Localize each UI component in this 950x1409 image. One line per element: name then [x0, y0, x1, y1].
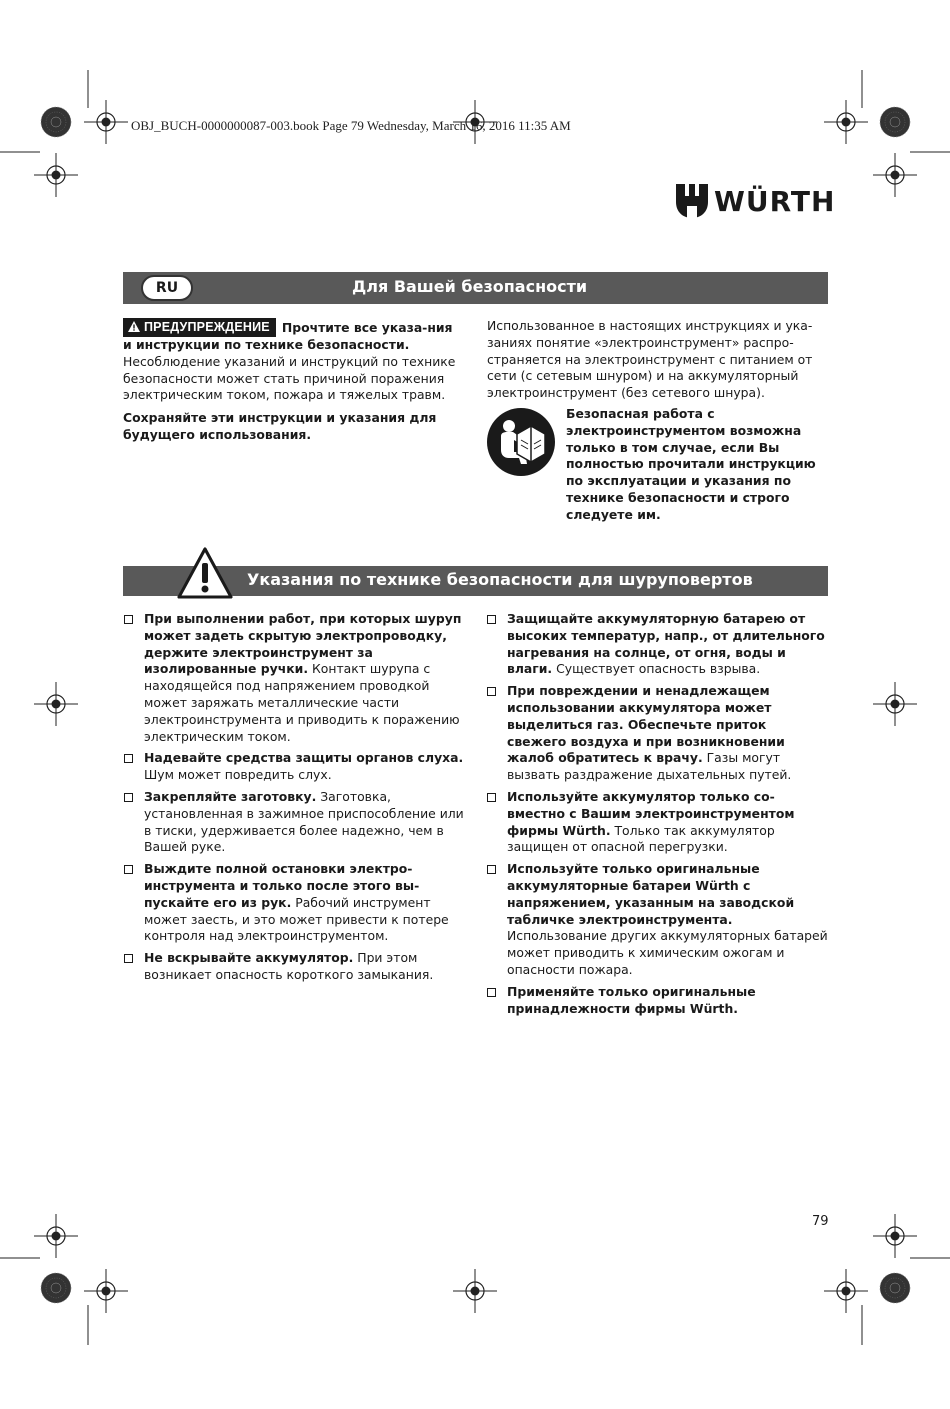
warning-badge	[123, 318, 276, 337]
item-bold: Защищайте аккумуляторную батарею от высоких температур, напр., от длительного нагревания на солнце, от огня, воды и влаги.	[507, 611, 825, 677]
safety-intro-left	[123, 318, 463, 444]
item-text: Использование других аккумуляторных батарей может приводить к химическим ожогам и опасности пожара.	[507, 928, 828, 977]
list-item	[486, 984, 828, 1018]
item-bold: Применяйте только оригинальные принадлежности фирмы Würth.	[507, 983, 756, 1016]
checkbox-bullet	[124, 615, 133, 624]
item-text: Только так аккумулятор защищен от опасной перегрузки.	[507, 822, 775, 855]
list-item	[486, 789, 828, 856]
item-text: Рабочий инструмент может заесть, и это может привести к потере контроля над электроинструментом.	[144, 894, 449, 944]
brand-name: WÜRTH	[714, 185, 836, 218]
checkbox-bullet	[124, 865, 133, 874]
warning-badge-label: ПРЕДУПРЕЖДЕНИЕ	[144, 320, 270, 334]
item-text: Шум может повредить слух.	[144, 767, 332, 783]
item-bold: Выждите полной остановки электро-инструмента и только после этого вы-пускайте его из рук.	[144, 861, 420, 910]
list-item	[486, 861, 828, 979]
list-item	[123, 950, 465, 984]
brand-logo	[676, 184, 835, 220]
checkbox-bullet	[487, 988, 496, 997]
section-header-safety	[123, 272, 828, 304]
print-header: OBJ_BUCH-0000000087-003.book Page 79 Wednesday, March 16, 2016 11:35 AM	[131, 118, 571, 133]
keep-instructions: Сохраняйте эти инструкции и указания для будущего использования.	[123, 410, 437, 442]
checkbox-bullet	[487, 687, 496, 696]
item-bold: Используйте аккумулятор только со-вместно с Вашим электроинструментом фирмы Würth.	[507, 788, 795, 838]
safety-intro-right	[487, 318, 827, 402]
item-text: Газы могут вызвать раздражение дыхательных путей.	[507, 750, 792, 783]
list-item	[123, 789, 465, 856]
item-bold: Надевайте средства защиты органов слуха.	[144, 750, 464, 766]
section-title: Указания по технике безопасности для шуруповертов	[247, 570, 753, 589]
item-bold: При повреждении и ненадлежащем использовании аккумулятора может выделиться газ. Обеспечьте приток свежего воздуха и при возникновении жалоб обратитесь к врачу.	[507, 683, 785, 766]
wuerth-logo-icon	[676, 184, 708, 220]
power-tool-definition: Использованное в настоящих инструкциях и ука-заниях понятие «электроинструмент» распро-страняется на электроинструмент с питанием от сети (с сетевым шнуром) и на аккумуляторный электроинструмент (без сетевого шнура).	[487, 318, 813, 401]
item-text: При этом возникает опасность короткого замыкания.	[144, 950, 434, 982]
checkbox-bullet	[487, 793, 496, 802]
list-item	[123, 611, 465, 745]
screwdriver-rules-right	[486, 611, 828, 1022]
item-bold: Не вскрывайте аккумулятор.	[144, 950, 354, 966]
warning-triangle-icon	[176, 546, 234, 600]
item-bold: Закрепляйте заготовку.	[144, 788, 317, 804]
list-item	[486, 683, 828, 784]
page-number: 79	[812, 1214, 829, 1229]
list-item	[486, 611, 828, 678]
section-title: Для Вашей безопасности	[352, 277, 588, 296]
item-text: Существует опасность взрыва.	[552, 661, 761, 677]
checkbox-bullet	[487, 615, 496, 624]
checkbox-bullet	[124, 954, 133, 963]
intro-text: Несоблюдение указаний и инструкций по технике безопасности может стать причиной поражения электрическим током, пожара и тяжелых травм.	[123, 353, 456, 403]
screwdriver-rules-left	[123, 611, 465, 989]
list-item	[123, 861, 465, 945]
item-text: Контакт шурупа с находящейся под напряжением проводкой может заряжать металлические части электроинструмента и приводить к поражению электрическим током.	[144, 661, 460, 744]
item-bold: Используйте только оригинальные аккумуляторные батареи Würth с напряжением, указанным на заводской табличке электроинструмента.	[507, 861, 795, 927]
checkbox-bullet	[124, 754, 133, 763]
warning-icon	[128, 321, 140, 332]
list-item	[123, 750, 465, 784]
checkbox-bullet	[124, 793, 133, 802]
read-manual-text: Безопасная работа с электроинструментом возможна только в том случае, если Вы полностью прочитали инструкцию по эксплуатации и указания по технике безопасности и строго следуете им.	[566, 406, 816, 522]
checkbox-bullet	[487, 865, 496, 874]
language-badge: RU	[141, 275, 193, 301]
item-bold: При выполнении работ, при которых шуруп может задеть скрытую электропроводку, держите электроинструмент за изолированные ручки.	[144, 611, 462, 677]
intro-bold: Прочтите все указа-ния и инструкции по технике безопасности.	[123, 320, 453, 352]
item-text: Заготовка, установленная в зажимное приспособление или в тиски, удерживается более надежно, чем в Вашей руке.	[144, 788, 464, 855]
read-manual-icon	[487, 408, 555, 476]
